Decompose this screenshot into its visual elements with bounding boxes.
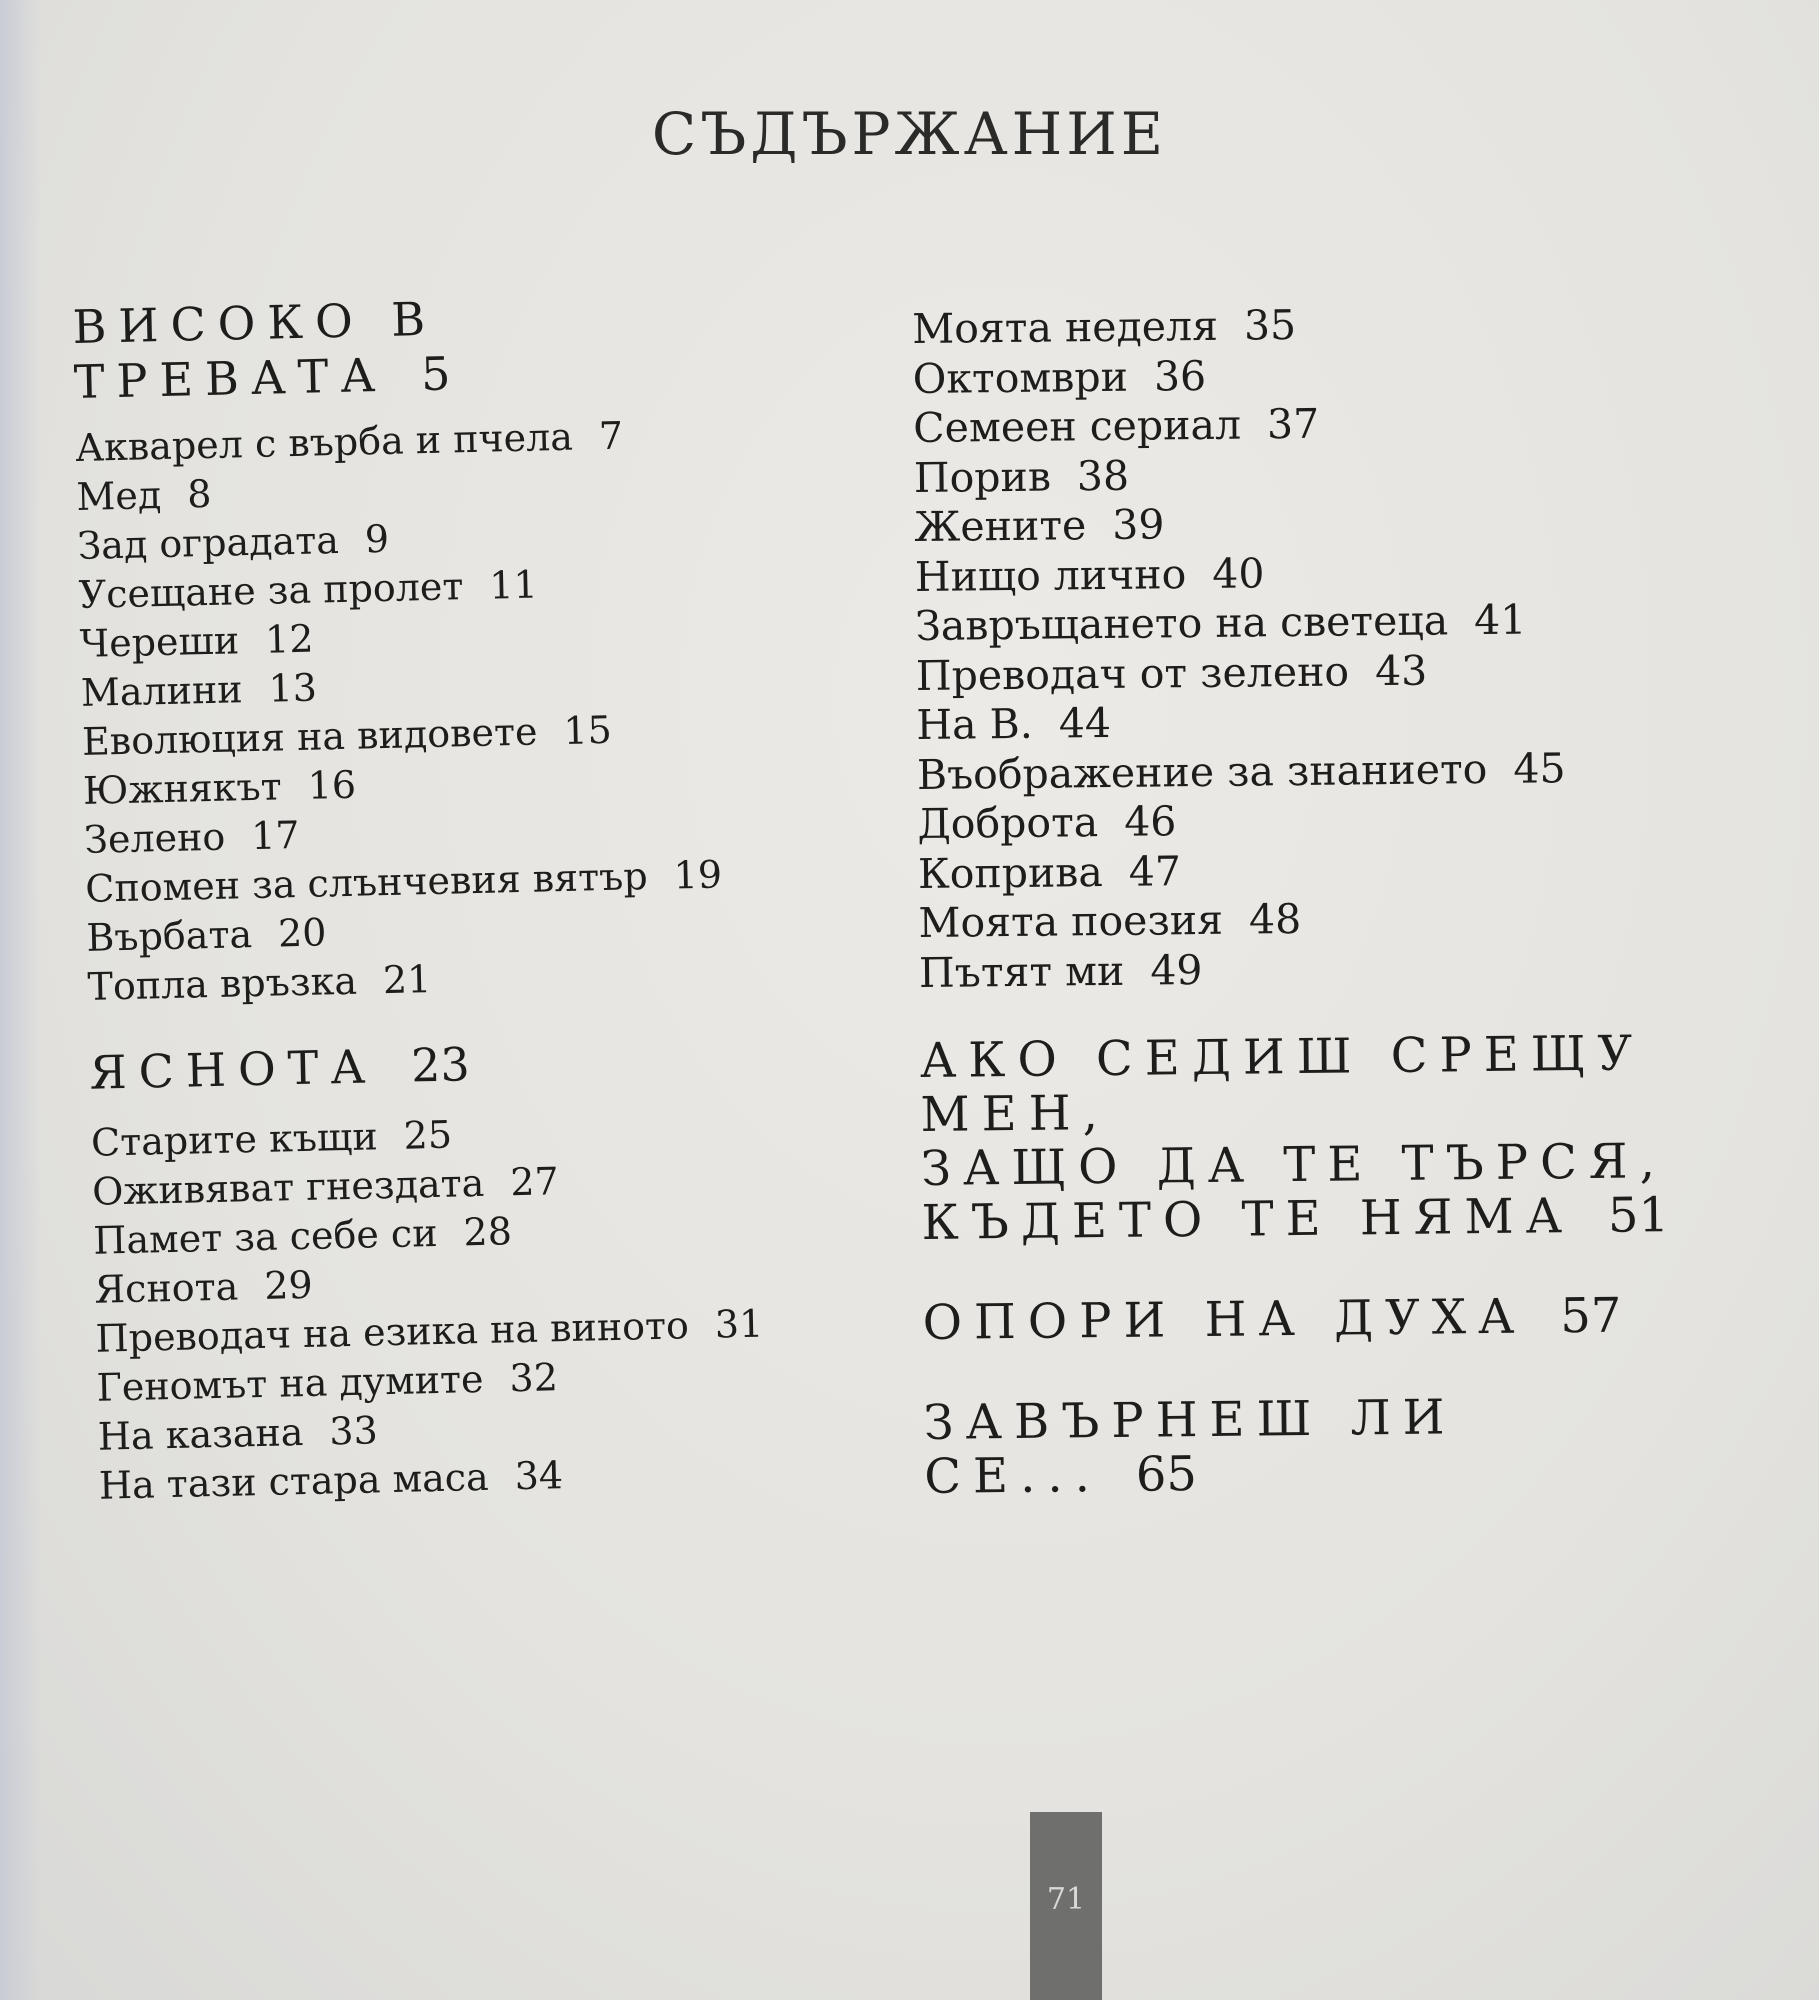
entry-title: Акварел с върба и пчела bbox=[74, 414, 574, 470]
toc-entry bbox=[917, 791, 1737, 849]
toc-left-column bbox=[72, 283, 859, 1511]
entry-page: 34 bbox=[514, 1453, 564, 1499]
entry-title: Геномът на думите bbox=[96, 1356, 484, 1410]
toc-entry-list bbox=[75, 407, 848, 1012]
entry-page: 29 bbox=[263, 1262, 314, 1308]
page-title: СЪДЪРЖАНИЕ bbox=[651, 100, 1168, 168]
section-page-number: 65 bbox=[1135, 1446, 1198, 1503]
toc-entry bbox=[918, 890, 1738, 948]
section-heading-text: ОПОРИ НА ДУХА bbox=[922, 1288, 1527, 1351]
entry-page: 28 bbox=[462, 1209, 513, 1255]
entry-page: 35 bbox=[1243, 300, 1297, 350]
entry-page: 15 bbox=[562, 707, 613, 753]
entry-page: 36 bbox=[1153, 351, 1207, 400]
toc-entry bbox=[915, 544, 1735, 602]
entry-page: 39 bbox=[1112, 500, 1165, 549]
entry-title: Старите къщи bbox=[90, 1114, 379, 1165]
entry-page: 46 bbox=[1123, 797, 1177, 846]
entry-title: Върбата bbox=[85, 912, 253, 960]
entry-page: 41 bbox=[1473, 595, 1527, 645]
entry-title: Оживяват гнездата bbox=[91, 1160, 485, 1214]
toc-section-heading bbox=[89, 1029, 850, 1101]
toc-entry-list bbox=[912, 296, 1739, 998]
section-heading-text: ЗАВЪРНЕШ ЛИ СЕ... bbox=[923, 1389, 1457, 1505]
toc-entry bbox=[913, 395, 1733, 453]
entry-title: Еволюция на видовете bbox=[81, 709, 538, 764]
toc-entry bbox=[914, 494, 1734, 552]
section-heading-line: ЗАЩО ДА ТЕ ТЪРСЯ, bbox=[920, 1133, 1668, 1197]
entry-title: Порив bbox=[913, 452, 1052, 502]
entry-title: Мед bbox=[75, 473, 162, 519]
entry-page: 8 bbox=[186, 471, 212, 517]
entry-page: 19 bbox=[673, 852, 723, 898]
toc-entry bbox=[916, 692, 1736, 750]
entry-page: 49 bbox=[1150, 945, 1203, 995]
entry-title: Яснота bbox=[93, 1264, 239, 1312]
entry-title: Въображение за знанието bbox=[916, 744, 1488, 799]
entry-page: 9 bbox=[364, 516, 390, 562]
entry-title: Преводач от зелено bbox=[915, 646, 1350, 700]
entry-title: На В. bbox=[916, 699, 1034, 749]
entry-page: 31 bbox=[714, 1301, 764, 1347]
entry-title: Семеен сериал bbox=[913, 400, 1242, 452]
entry-page: 11 bbox=[488, 562, 539, 608]
entry-title: Памет за себе си bbox=[92, 1210, 438, 1263]
entry-page: 17 bbox=[250, 812, 301, 859]
entry-page: 38 bbox=[1076, 451, 1130, 500]
toc-right-column bbox=[912, 296, 1745, 1504]
toc-entry bbox=[912, 296, 1732, 354]
toc-entry bbox=[919, 940, 1739, 998]
entry-title: Доброта bbox=[917, 798, 1099, 848]
entry-page: 48 bbox=[1248, 894, 1302, 944]
entry-title: Жените bbox=[914, 501, 1087, 551]
entry-page: 47 bbox=[1128, 846, 1182, 896]
section-page-number: 23 bbox=[410, 1037, 471, 1093]
entry-page: 37 bbox=[1266, 399, 1320, 449]
entry-title: Топла връзка bbox=[87, 958, 358, 1009]
entry-title: Зад оградата bbox=[77, 518, 340, 568]
toc-section-heading bbox=[922, 1287, 1743, 1350]
page-edge-shadow bbox=[0, 0, 40, 2000]
section-heading-line: КЪДЕТО ТЕ НЯМА bbox=[921, 1188, 1575, 1251]
section-page-number: 51 bbox=[1607, 1187, 1670, 1244]
entry-title: Коприва bbox=[917, 847, 1104, 898]
toc-entry bbox=[918, 841, 1738, 899]
toc-section-heading bbox=[923, 1387, 1744, 1504]
entry-title: Малини bbox=[80, 667, 244, 715]
entry-title: Моята поезия bbox=[918, 895, 1224, 947]
entry-page: 27 bbox=[509, 1159, 560, 1205]
entry-title: Преводач на езика на виното bbox=[95, 1303, 690, 1361]
entry-title: На тази стара маса bbox=[98, 1454, 490, 1508]
entry-page: 25 bbox=[403, 1112, 453, 1158]
toc-entry bbox=[914, 445, 1734, 503]
entry-page: 12 bbox=[264, 616, 314, 662]
toc-entry bbox=[913, 346, 1733, 404]
entry-title: Череши bbox=[79, 618, 240, 666]
entry-title: Спомен за слънчевия вятър bbox=[84, 854, 649, 911]
entry-title: На казана bbox=[97, 1410, 304, 1459]
entry-title: Усещане за пролет bbox=[78, 564, 464, 617]
entry-page: 45 bbox=[1513, 743, 1566, 793]
toc-section-heading bbox=[72, 283, 834, 410]
entry-page: 44 bbox=[1058, 698, 1112, 748]
entry-title: Южнякът bbox=[82, 764, 283, 813]
toc-section-heading bbox=[920, 1025, 1742, 1250]
entry-title: Нищо лично bbox=[914, 549, 1187, 601]
page-number-tab: 71 bbox=[1030, 1812, 1102, 2000]
entry-page: 32 bbox=[508, 1355, 559, 1401]
toc-entry-list bbox=[91, 1102, 860, 1511]
entry-page: 7 bbox=[598, 413, 624, 459]
entry-page: 13 bbox=[268, 665, 318, 711]
section-page-number: 57 bbox=[1560, 1287, 1622, 1345]
entry-page: 33 bbox=[328, 1408, 379, 1454]
entry-title: Моята неделя bbox=[912, 301, 1219, 353]
entry-title: Октомври bbox=[912, 352, 1129, 403]
section-heading-text: ВИСОКО В ТРЕВАТА bbox=[72, 291, 438, 409]
section-heading-line: АКО СЕДИШ СРЕЩУ МЕН, bbox=[919, 1025, 1645, 1143]
entry-title: Зелено bbox=[83, 814, 226, 862]
toc-entry bbox=[917, 742, 1737, 800]
toc-entry bbox=[915, 593, 1735, 651]
toc-entry bbox=[916, 643, 1736, 701]
entry-page: 43 bbox=[1374, 646, 1428, 695]
entry-page: 40 bbox=[1211, 548, 1265, 598]
entry-page: 16 bbox=[307, 762, 357, 808]
entry-title: Пътят ми bbox=[918, 946, 1125, 997]
section-page-number: 5 bbox=[420, 346, 452, 402]
entry-page: 21 bbox=[382, 957, 432, 1003]
entry-title: Завръщането на светеца bbox=[915, 596, 1449, 650]
section-heading-text: ЯСНОТА bbox=[88, 1039, 378, 1100]
entry-page: 20 bbox=[277, 910, 327, 956]
